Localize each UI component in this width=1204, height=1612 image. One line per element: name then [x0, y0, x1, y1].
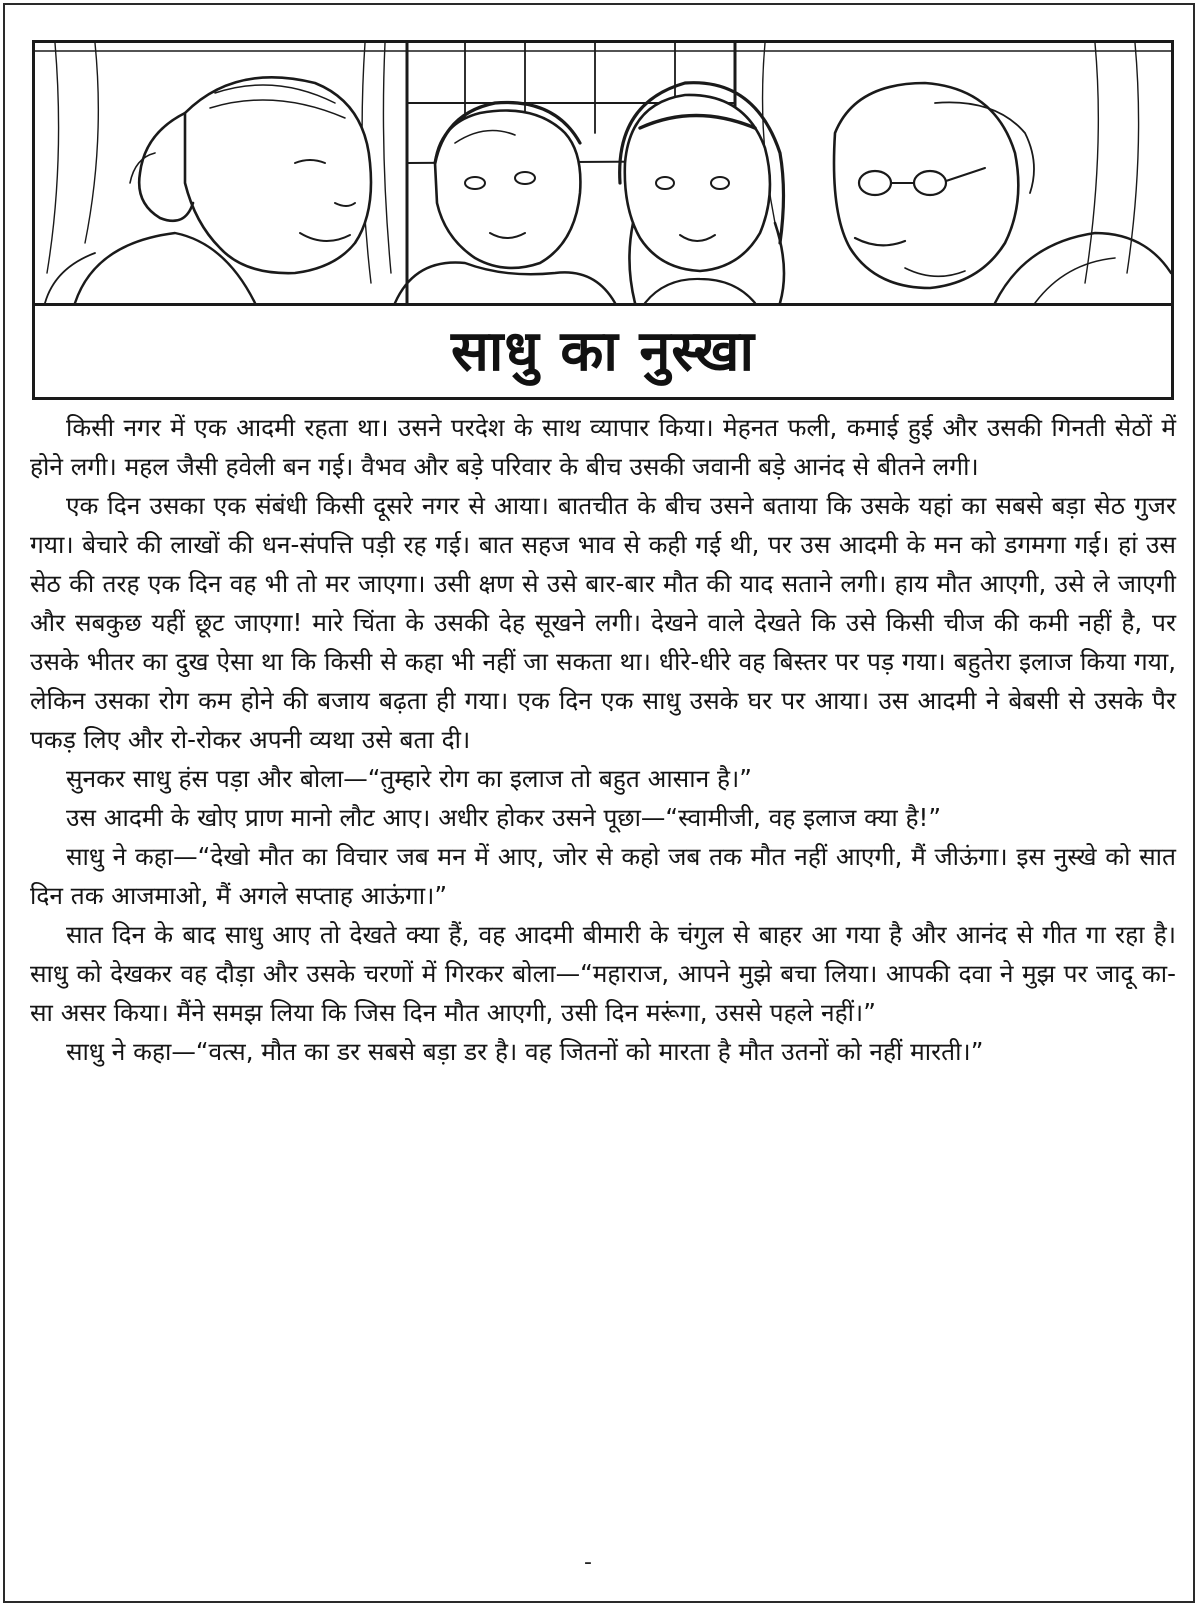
title-bar: [35, 306, 1171, 397]
header-illustration: [35, 43, 1171, 306]
paragraph-7: साधु ने कहा—“वत्स, मौत का डर सबसे बड़ा डर है। वह जितनों को मारता है मौत उतनों को नहीं मारती।”: [66, 1037, 984, 1066]
story-header: [32, 40, 1174, 400]
paragraph-6: सात दिन के बाद साधु आए तो देखते क्या हैं, वह आदमी बीमारी के चंगुल से बाहर आ गया है और आनंद से गीत गा रहा है। साधु को देखकर वह दौड़ा और उसके चरणों में गिरकर बोला—“महाराज, आपने मुझे बचा लिया। आपकी दवा ने मुझ पर जादू का-सा असर किया। मैंने समझ लिया कि जिस दिन मौत आएगी, उसी दिन मरूंगा, उससे पहले नहीं।”: [30, 920, 1176, 1027]
paragraph-1: किसी नगर में एक आदमी रहता था। उसने परदेश के साथ व्यापार किया। मेहनत फली, कमाई हुई और उसकी गिनती सेठों में होने लगी। महल जैसी हवेली बन गई। वैभव और बड़े परिवार के बीच उसकी जवानी बड़े आनंद से बीतने लगी।: [30, 413, 1176, 481]
paragraph-3: सुनकर साधु हंस पड़ा और बोला—“तुम्हारे रोग का इलाज तो बहुत आसान है।”: [66, 764, 752, 793]
story-body: [30, 408, 1176, 1071]
illustration-four-faces: [35, 43, 1171, 303]
paragraph-4: उस आदमी के खोए प्राण मानो लौट आए। अधीर होकर उसने पूछा—“स्वामीजी, वह इलाज क्या है!”: [66, 803, 942, 832]
paragraph-2: एक दिन उसका एक संबंधी किसी दूसरे नगर से आया। बातचीत के बीच उसने बताया कि उसके यहां का सबसे बड़ा सेठ गुजर गया। बेचारे की लाखों की धन-संपत्ति पड़ी रह गई। बात सहज भाव से कही गई थी, पर उस आदमी के मन को डगमगा गई। हां उस सेठ की तरह एक दिन वह भी तो मर जाएगा। उसी क्षण से उसे बार-बार मौत की याद सताने लगी। हाय मौत आएगी, उसे ले जाएगी और सबकुछ यहीं छूट जाएगा! मारे चिंता के उसकी देह सूखने लगी। देखने वाले देखते कि उसे किसी चीज की कमी नहीं है, पर उसके भीतर का दुख ऐसा था कि किसी से कहा भी नहीं जा सकता था। धीरे-धीरे वह बिस्तर पर पड़ गया। बहुतेरा इलाज किया गया, लेकिन उसका रोग कम होने की बजाय बढ़ता ही गया। एक दिन एक साधु उसके घर पर आया। उस आदमी ने बेबसी से उसके पैर पकड़ लिए और रो-रोकर अपनी व्यथा उसे बता दी।: [30, 491, 1176, 754]
paragraph-5: साधु ने कहा—“देखो मौत का विचार जब मन में आए, जोर से कहो जब तक मौत नहीं आएगी, मैं जीऊंगा। इस नुस्खे को सात दिन तक आजमाओ, मैं अगले सप्ताह आऊंगा।”: [30, 842, 1176, 910]
page-mark: -: [584, 1550, 592, 1575]
story-title: साधु का नुस्खा: [451, 318, 755, 384]
